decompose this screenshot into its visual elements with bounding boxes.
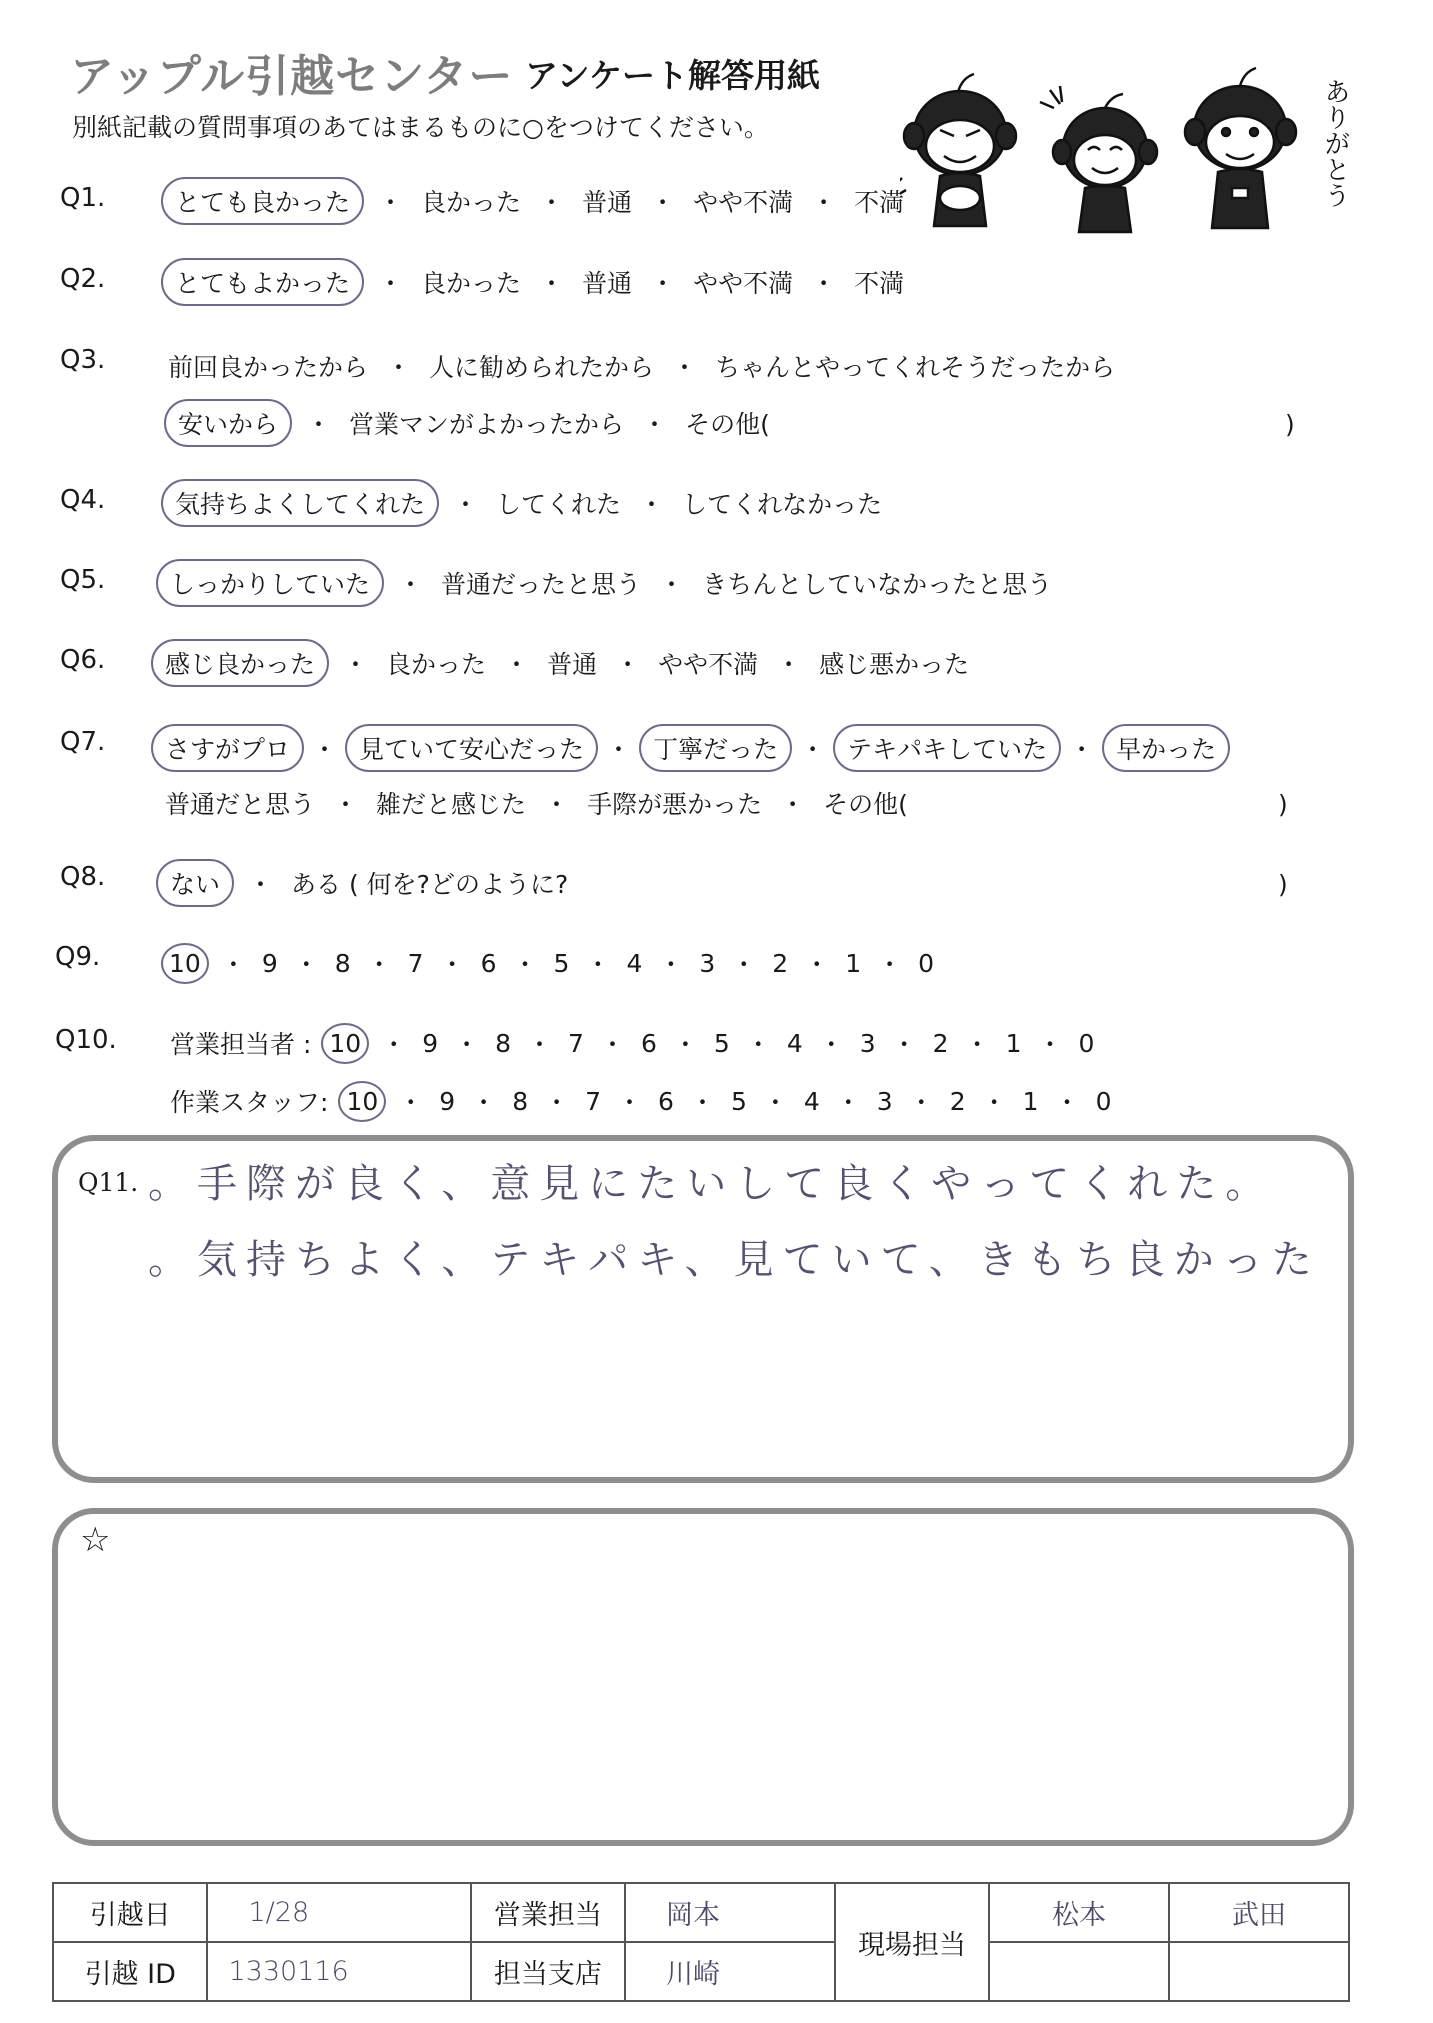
q3-options-line2: 安いから ・ 営業マンがよかったから ・ その他( — [168, 405, 770, 441]
q9-score-0[interactable]: 0 — [918, 948, 935, 978]
monkey-left-icon — [900, 74, 1016, 226]
q7-option-1[interactable]: さすがプロ — [151, 724, 304, 772]
q9-score-1[interactable]: 1 — [845, 948, 862, 978]
q3-options-line1: 前回良かったから ・ 人に勧められたから ・ ちゃんとやってくれそうだったから — [168, 348, 1115, 384]
q9-score-5[interactable]: 5 — [553, 948, 570, 978]
q7-option-7[interactable]: 雑だと感じた — [376, 790, 527, 819]
q6-option-4[interactable]: やや不満 — [658, 650, 759, 679]
q11-comment-line1: 。手際が良く、意見にたいして良くやってくれた。 — [148, 1161, 1275, 1207]
q9-score-4[interactable]: 4 — [626, 948, 643, 978]
q2-label: Q2. — [60, 264, 106, 294]
q3-option-6[interactable]: その他( — [685, 410, 770, 439]
q7-options-line1: さすがプロ ・ 見ていて安心だった ・ 丁寧だった ・ テキパキしていた ・ 早かった — [155, 730, 1226, 766]
q6-options: 感じ良かった ・ 良かった ・ 普通 ・ やや不満 ・ 感じ悪かった — [155, 645, 969, 681]
q9-scale: 10 ・ 9 ・ 8 ・ 7 ・ 6 ・ 5 ・ 4 ・ 3 ・ 2 ・ 1 ・ 0 — [165, 945, 934, 981]
q11-comment-line2: 。気持ちよく、テキパキ、見ていて、きもち良かった — [148, 1237, 1321, 1283]
q10-staff-row: 作業スタッフ: 10 ・ 9 ・ 8 ・ 7 ・ 6 ・ 5 ・ 4 ・ 3 ・ 2 ・ 1 ・ 0 — [170, 1083, 1111, 1119]
q11-label: Q11. — [78, 1168, 139, 1197]
q1-option-1[interactable]: とても良かった — [161, 177, 364, 225]
q10-sales-score-4[interactable]: 4 — [786, 1028, 803, 1058]
q10-staff-score-6[interactable]: 6 — [658, 1086, 674, 1116]
q9-label: Q9. — [55, 942, 101, 972]
q10-staff-score-5[interactable]: 5 — [730, 1086, 747, 1116]
q2-option-5[interactable]: 不満 — [854, 269, 905, 298]
q1-option-4[interactable]: やや不満 — [693, 188, 794, 217]
q3-option-5[interactable]: 営業マンがよかったから — [349, 410, 625, 439]
q10-staff-score-9[interactable]: 9 — [439, 1086, 456, 1116]
q7-close-paren: ) — [1278, 790, 1288, 819]
move-id-label: 引越 ID — [53, 1942, 207, 2001]
q10-sales-score-1[interactable]: 1 — [1005, 1028, 1022, 1058]
q2-option-3[interactable]: 普通 — [582, 269, 633, 298]
q6-option-2[interactable]: 良かった — [386, 650, 487, 679]
q9-score-2[interactable]: 2 — [772, 948, 789, 978]
branch-value: 川崎 — [625, 1942, 835, 2001]
q1-options: とても良かった ・ 良かった ・ 普通 ・ やや不満 ・ 不満 — [165, 183, 904, 219]
q10-sales-score-3[interactable]: 3 — [859, 1028, 876, 1058]
monkey-right-icon — [1185, 68, 1296, 228]
star-icon: ☆ — [80, 1520, 111, 1560]
move-date-value: 1/28 — [207, 1883, 470, 1942]
q10-sales-score-6[interactable]: 6 — [640, 1028, 657, 1058]
company-title: アップル引越センター — [70, 51, 514, 102]
q10-sales-score-7[interactable]: 7 — [568, 1028, 584, 1058]
q4-label: Q4. — [60, 485, 106, 515]
q7-option-9[interactable]: その他( — [823, 790, 908, 819]
q6-option-1[interactable]: 感じ良かった — [151, 639, 329, 687]
q7-options-line2: 普通だと思う ・ 雑だと感じた ・ 手際が悪かった ・ その他( — [165, 785, 908, 821]
q2-option-2[interactable]: 良かった — [421, 269, 522, 298]
q4-option-1[interactable]: 気持ちよくしてくれた — [161, 479, 439, 527]
q10-staff-score-7[interactable]: 7 — [585, 1086, 602, 1116]
q3-option-2[interactable]: 人に勧められたから — [429, 353, 655, 382]
q8-label: Q8. — [60, 862, 106, 892]
q7-option-3[interactable]: 丁寧だった — [639, 724, 792, 772]
q10-staff-score-3[interactable]: 3 — [876, 1086, 893, 1116]
q8-options: ない ・ ある ( 何を?どのように? — [160, 865, 568, 901]
q7-option-8[interactable]: 手際が悪かった — [587, 790, 763, 819]
q2-option-4[interactable]: やや不満 — [693, 269, 794, 298]
q10-label: Q10. — [55, 1025, 117, 1055]
q3-option-3[interactable]: ちゃんとやってくれそうだったから — [715, 353, 1116, 382]
move-id-value: 1330116 — [207, 1942, 470, 2001]
monkey-mascots-illustration — [900, 58, 1360, 238]
q5-option-2[interactable]: 普通だったと思う — [441, 570, 642, 599]
q5-option-3[interactable]: きちんとしていなかったと思う — [702, 570, 1053, 599]
q9-score-3[interactable]: 3 — [699, 948, 716, 978]
q6-label: Q6. — [60, 645, 106, 675]
sales-rep-label: 営業担当 — [471, 1883, 625, 1942]
q9-score-8[interactable]: 8 — [334, 948, 351, 978]
q3-label: Q3. — [60, 345, 106, 375]
q2-options: とてもよかった ・ 良かった ・ 普通 ・ やや不満 ・ 不満 — [165, 264, 904, 300]
q10-sales-score-0[interactable]: 0 — [1078, 1028, 1095, 1058]
site-staff-value-1: 松本 — [989, 1883, 1169, 1942]
q10-staff-score-4[interactable]: 4 — [803, 1086, 820, 1116]
q10-staff-score-0[interactable]: 0 — [1095, 1086, 1112, 1116]
q9-score-10[interactable]: 10 — [161, 943, 209, 984]
footer-info-table — [52, 1882, 1350, 2002]
q4-option-2[interactable]: してくれた — [496, 490, 622, 519]
q9-score-7[interactable]: 7 — [407, 948, 424, 978]
q10-sales-score-2[interactable]: 2 — [932, 1028, 949, 1058]
site-staff-empty-1 — [989, 1942, 1169, 2001]
q9-score-6[interactable]: 6 — [480, 948, 497, 978]
q5-label: Q5. — [60, 565, 106, 595]
q5-option-1[interactable]: しっかりしていた — [156, 559, 384, 607]
q1-option-2[interactable]: 良かった — [421, 188, 522, 217]
q10-staff-score-8[interactable]: 8 — [512, 1086, 529, 1116]
star-comment-box[interactable] — [52, 1508, 1354, 1846]
sales-rep-value: 岡本 — [625, 1883, 835, 1942]
form-title: アンケート解答用紙 — [525, 56, 821, 95]
q8-option-2[interactable]: ある ( 何を?どのように? — [291, 870, 569, 899]
q8-option-1[interactable]: ない — [156, 859, 234, 907]
q4-option-3[interactable]: してくれなかった — [682, 490, 883, 519]
q7-label: Q7. — [60, 727, 106, 757]
move-date-label: 引越日 — [53, 1883, 207, 1942]
q4-options: 気持ちよくしてくれた ・ してくれた ・ してくれなかった — [165, 485, 882, 521]
q10-sales-label: 営業担当者 : — [170, 1030, 312, 1059]
q3-close-paren: ) — [1285, 410, 1295, 439]
instructions-text: 別紙記載の質問事項のあてはまるものに○をつけてください。 — [72, 113, 769, 142]
q3-option-1[interactable]: 前回良かったから — [168, 353, 369, 382]
q10-staff-score-1[interactable]: 1 — [1022, 1086, 1039, 1116]
site-staff-value-2: 武田 — [1169, 1883, 1349, 1942]
q10-staff-label: 作業スタッフ: — [170, 1088, 329, 1117]
thanks-text: ありがとう — [1320, 78, 1350, 208]
site-staff-label: 現場担当 — [835, 1883, 989, 2001]
q10-sales-score-8[interactable]: 8 — [495, 1028, 512, 1058]
branch-label: 担当支店 — [471, 1942, 625, 2001]
q10-staff-score-10[interactable]: 10 — [338, 1081, 386, 1122]
q7-option-2[interactable]: 見ていて安心だった — [345, 724, 598, 772]
q1-option-5[interactable]: 不満 — [854, 188, 905, 217]
q10-sales-score-10[interactable]: 10 — [321, 1023, 369, 1064]
q3-option-4[interactable]: 安いから — [164, 399, 292, 447]
q8-close-paren: ) — [1278, 870, 1288, 899]
q7-option-5[interactable]: 早かった — [1102, 724, 1230, 772]
site-staff-empty-2 — [1169, 1942, 1349, 2001]
q9-score-9[interactable]: 9 — [261, 948, 278, 978]
q1-option-3[interactable]: 普通 — [582, 188, 633, 217]
q7-option-6[interactable]: 普通だと思う — [165, 790, 316, 819]
q10-sales-score-5[interactable]: 5 — [713, 1028, 730, 1058]
q6-option-3[interactable]: 普通 — [547, 650, 598, 679]
q5-options: しっかりしていた ・ 普通だったと思う ・ きちんとしていなかったと思う — [160, 565, 1052, 601]
q6-option-5[interactable]: 感じ悪かった — [819, 650, 970, 679]
q10-staff-score-2[interactable]: 2 — [949, 1086, 966, 1116]
q1-label: Q1. — [60, 183, 106, 213]
q10-sales-score-9[interactable]: 9 — [422, 1028, 439, 1058]
q2-option-1[interactable]: とてもよかった — [161, 258, 364, 306]
monkey-middle-icon — [1040, 86, 1157, 232]
q7-option-4[interactable]: テキパキしていた — [833, 724, 1061, 772]
q10-sales-row: 営業担当者 : 10 ・ 9 ・ 8 ・ 7 ・ 6 ・ 5 ・ 4 ・ 3 ・ 2 ・ 1 ・ 0 — [170, 1025, 1094, 1061]
